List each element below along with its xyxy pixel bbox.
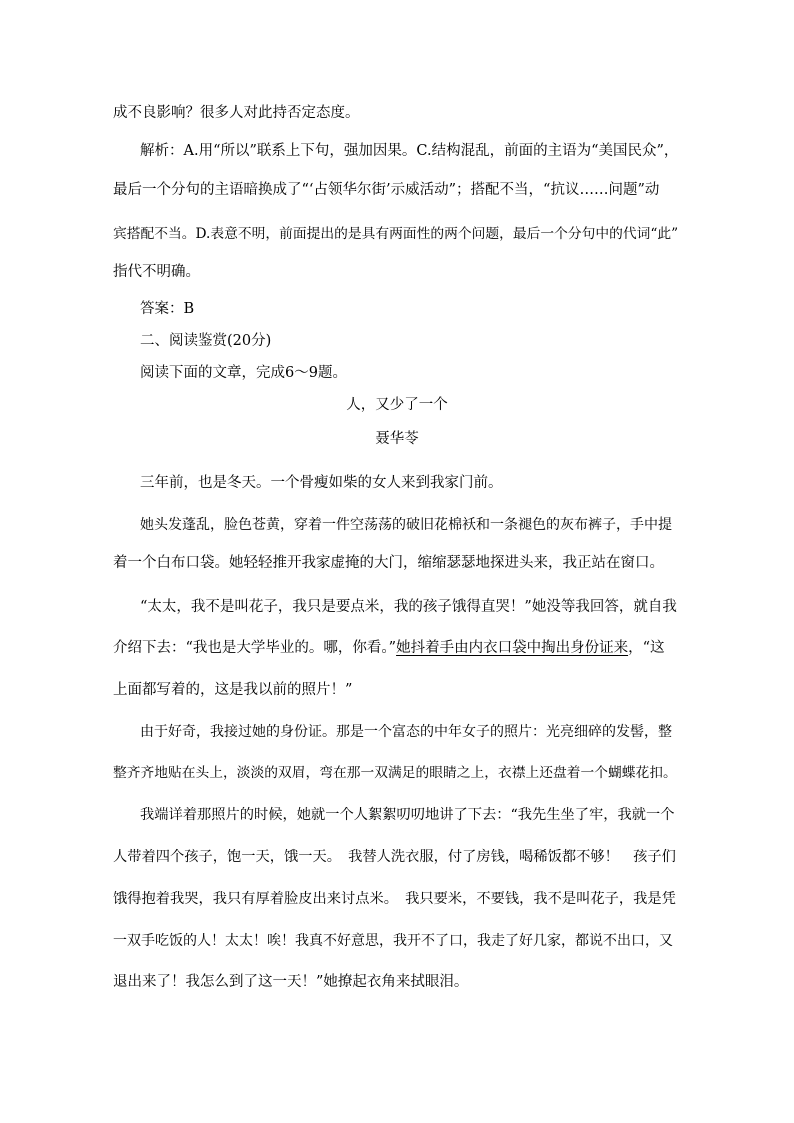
text-line: 整齐齐地贴在头上，淡淡的双眉，弯在那一双满足的眼睛之上，衣襟上还盘着一个蝴蝶花扣。	[113, 765, 677, 781]
answer-line: 答案：B	[140, 301, 195, 317]
article-title: 人，又少了一个	[346, 397, 448, 413]
text-line: 由于好奇，我接过她的身份证。那是一个富态的中年女子的照片：光亮细碎的发髻，整	[140, 724, 672, 740]
text-line: 最后一个分句的主语暗换成了“‘占领华尔街’示威活动”；搭配不当，“抗议……问题”动	[113, 182, 660, 198]
text-line: 指代不明确。	[113, 264, 200, 280]
text-line: 成不良影响？很多人对此持否定态度。	[113, 105, 360, 121]
instruction-line: 阅读下面的文章，完成6～9题。	[140, 365, 347, 381]
text-line: 人带着四个孩子，饱一天，饿一天。 我替人洗衣服，付了房钱，喝稀饭都不够！ 孩子们	[113, 849, 676, 865]
text-line: 宾搭配不当。D.表意不明，前面提出的是具有两面性的两个问题，最后一个分句中的代词“此”	[113, 226, 679, 242]
text-line: 一双手吃饭的人！太太！唉！我真不好意思，我开不了口，我走了好几家，都说不出口，又	[113, 933, 673, 949]
text-line	[113, 638, 665, 658]
text-line: 着一个白布口袋。她轻轻推开我家虚掩的大门，缩缩瑟瑟地探进头来，我正站在窗口。	[113, 555, 664, 571]
text-line: 她头发蓬乱，脸色苍黄，穿着一件空荡荡的破旧花棉袄和一条褪色的灰布裤子，手中提	[140, 517, 672, 533]
text-span: ，“这	[628, 640, 665, 656]
underlined-sentence: 她抖着手由内衣口袋中掏出身份证来	[396, 640, 629, 656]
section-heading: 二、阅读鉴赏(20分)	[140, 333, 272, 349]
text-line: “太太，我不是叫花子，我只是要点米，我的孩子饿得直哭！”她没等我回答，就自我	[140, 599, 677, 615]
text-line: 上面都写着的，这是我以前的照片！”	[113, 682, 353, 698]
text-span: 介绍下去：“我也是大学毕业的。哪，你看。”	[113, 640, 397, 656]
text-line: 我端详着那照片的时候，她就一个人絮絮叨叨地讲了下去：“我先生坐了牢，我就一个	[140, 807, 675, 823]
article-author: 聂华苓	[375, 431, 419, 447]
text-line: 饿得抱着我哭，我只有厚着脸皮出来讨点米。 我只要米，不要钱，我不是叫花子，我是凭	[113, 891, 676, 907]
text-line: 三年前，也是冬天。一个骨瘦如柴的女人来到我家门前。	[140, 475, 503, 491]
analysis-paragraph: 解析：A.用“所以”联系上下句，强加因果。C.结构混乱，前面的主语为“美国民众”，	[140, 143, 679, 159]
text-line: 退出来了！我怎么到了这一天！”她撩起衣角来拭眼泪。	[113, 974, 469, 990]
